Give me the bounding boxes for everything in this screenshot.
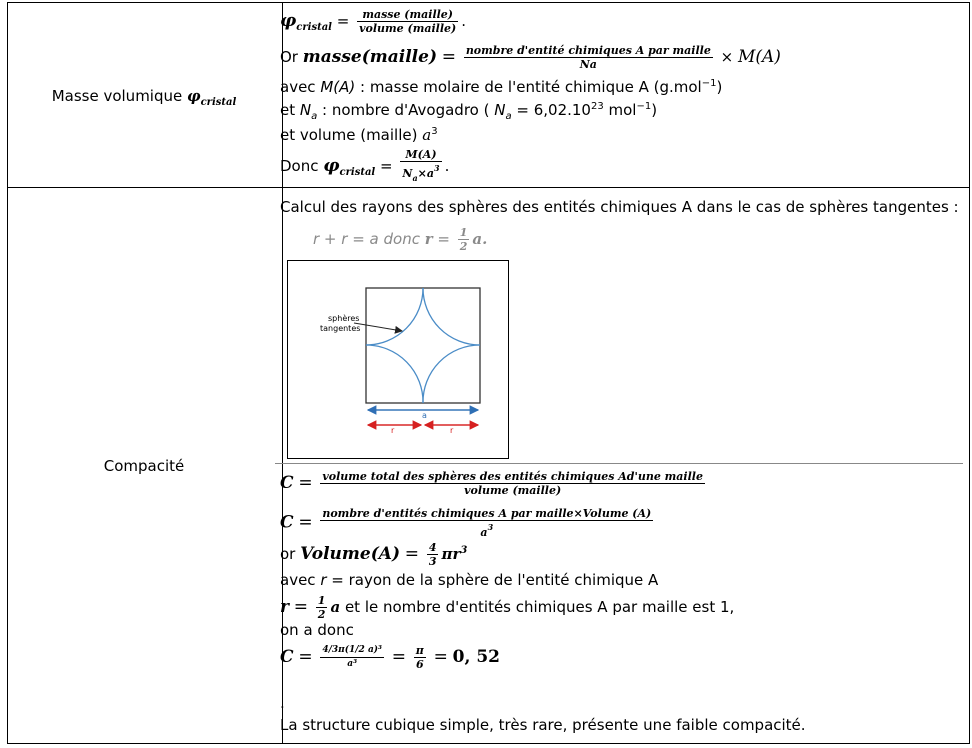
cube-face (366, 288, 480, 403)
r-half-formula: r = $\frac{1}{2}$ a et le nombre d'entités chimiques A par maille est 1, (280, 594, 735, 621)
c-formula-1: C = $\frac{\text{volume total des sphères des entités chimiques Ad'une maille}}{\text{volume (maille)}}$ (280, 470, 703, 497)
label-compacite: Compacité (103, 457, 185, 475)
et-volume: et volume (maille) $a^3$ (280, 126, 438, 144)
c-final-formula: C = $\frac{\text{4/3π(1/2 a)³}}{\text{a³}}$ = $\frac{\pi}{6}$ = 0, 52 (280, 644, 500, 671)
r-label-left: r (391, 426, 395, 435)
avec-masse-molaire: avec M(A) : masse molaire de l'entité chimique A (g.mol$^{-1}$) (280, 78, 723, 96)
row-divider (8, 187, 969, 188)
on-a-donc: on a donc (280, 621, 354, 639)
sphere-arc-bottom-left (366, 345, 423, 403)
fraction: $\frac{4}{3}$ (428, 541, 437, 568)
a-label: a (422, 411, 427, 420)
et-avogadro: et $N_a$ : nombre d'Avogadro ( $N_a = 6,02.10^{23}$ mol$^{-1}$) (280, 101, 658, 122)
dot: . (280, 694, 285, 712)
fraction: $\frac{M(A)}{N_a\times a^3}$ (402, 148, 440, 183)
sphere-arc-bottom-right (423, 345, 480, 403)
fraction: $\frac{1}{2}$ (317, 594, 326, 621)
annotation-line2: tangentes (320, 324, 361, 333)
sphere-arc-top-left (366, 288, 423, 345)
phi-cristal-formula: $\varphi_{cristal}$ = $\frac{\text{masse (maille)}}{\text{volume (maille)}}$ . (280, 8, 466, 35)
label-masse-volumique: Masse volumique $\varphi_{cristal}$ (51, 87, 237, 108)
conclusion: La structure cubique simple, très rare, présente une faible compacité. (280, 716, 806, 734)
tangent-spheres-figure (287, 260, 509, 459)
r-label-right: r (450, 426, 454, 435)
avec-rayon: avec r = rayon de la sphère de l'entité chimique A (280, 571, 659, 589)
figure-svg (288, 261, 508, 458)
calcul-rayons: Calcul des rayons des sphères des entités chimiques A dans le cas de sphères tangentes : (280, 198, 959, 216)
inner-separator (275, 463, 963, 464)
donc-formula: Donc $\varphi_{cristal}$ = $\frac{M(A)}{N_a\times a^3}$ . (280, 148, 450, 183)
c-formula-2: C = $\frac{\text{nombre d'entités chimiques A par maille×Volume (A)}}{a^3}$ (280, 507, 652, 539)
fraction: $\frac{\text{volume total des sphères des entités chimiques Ad'une maille}}{\text{volume (maille)}}$ (322, 470, 703, 497)
sphere-arc-top-right (423, 288, 480, 345)
annotation-arrow (354, 323, 402, 331)
fraction: $\frac{\text{masse (maille)}}{\text{volume (maille)}}$ (359, 8, 457, 35)
fraction: $\frac{\text{nombre d'entités chimiques A par maille×Volume (A)}}{a^3}$ (322, 507, 652, 539)
fraction: $\frac{\text{4/3π(1/2 a)³}}{\text{a³}}$ (322, 645, 382, 669)
or-volume-formula: or Volume(A) = $\frac{4}{3}$ $\pi r^3$ (280, 541, 468, 568)
annotation-line1: sphères (328, 314, 360, 323)
fraction: $\frac{\text{nombre d'entité chimiques A par maille}}{Na}$ (465, 44, 711, 71)
rr-formula: r + r = a donc r = $\frac{1}{2}$ a. (313, 226, 488, 253)
fraction: $\frac{\pi}{6}$ (415, 644, 424, 671)
fraction: $\frac{1}{2}$ (459, 226, 468, 253)
or-masse-formula: Or masse(maille) = $\frac{\text{nombre d'entité chimiques A par maille}}{Na}$ × M(A) (280, 44, 781, 71)
